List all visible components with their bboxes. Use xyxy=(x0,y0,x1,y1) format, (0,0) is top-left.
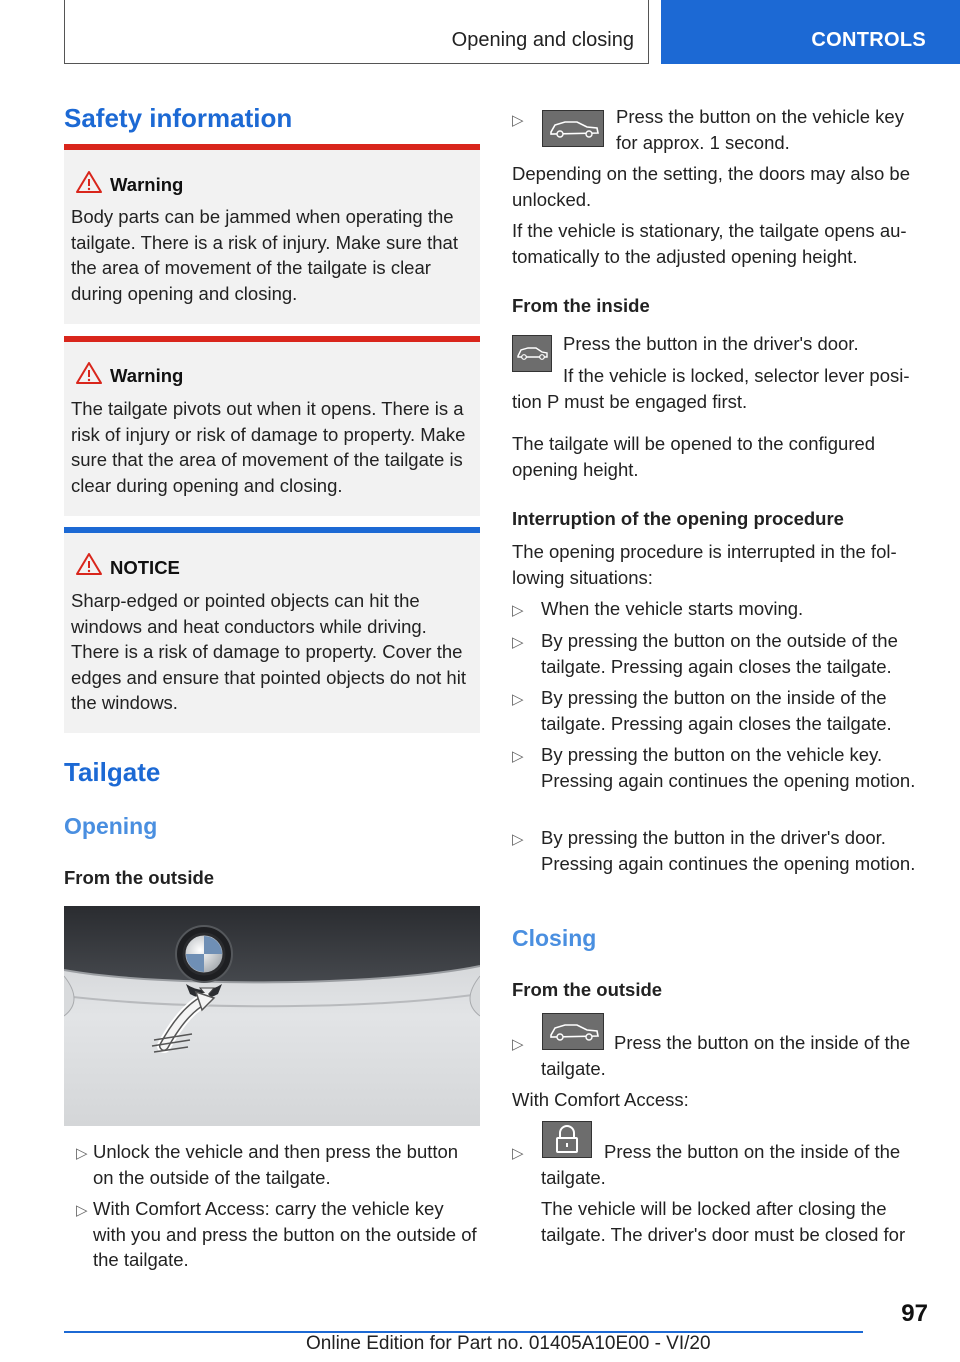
list-item: Press the button on the inside of the tailgate. xyxy=(541,1141,901,1188)
list-item: Unlock the vehicle and then press the button on the outside of the tailgate. xyxy=(93,1141,459,1188)
warning-text: The tailgate pivots out when it opens. There is a risk of injury or risk of damage to property. Make sure that the area of movement of the tailgate is clear during opening and closing. xyxy=(71,398,466,496)
safety-information-heading: Safety information xyxy=(64,103,293,133)
bullet-icon: ▷ xyxy=(512,602,524,619)
paragraph: If the vehicle is locked, selector lever position P must be engaged first. xyxy=(512,365,910,412)
closing-from-outside-heading: From the outside xyxy=(512,979,663,1000)
warning-title: Warning xyxy=(110,365,184,386)
list-item: By pressing the button in the driver's door. Pressing again continues the opening motion. xyxy=(541,827,916,874)
bullet-icon: ▷ xyxy=(512,748,524,765)
warning-title: Warning xyxy=(110,174,184,195)
bullet-icon: ▷ xyxy=(512,831,524,848)
notice-title: NOTICE xyxy=(110,557,180,578)
warning-triangle-icon xyxy=(75,552,103,576)
paragraph: The opening procedure is interrupted in the following situations: xyxy=(512,541,897,588)
paragraph: If the vehicle is stationary, the tailgate opens automatically to the adjusted opening height. xyxy=(512,220,907,267)
bullet-icon: ▷ xyxy=(512,691,524,708)
closing-heading: Closing xyxy=(512,925,597,951)
from-outside-heading: From the outside xyxy=(64,867,215,888)
bullet-icon: ▷ xyxy=(512,112,524,129)
bullet-icon: ▷ xyxy=(512,1036,524,1053)
list-item: Press the button on the inside of the tailgate. xyxy=(541,1032,911,1079)
warning-triangle-icon xyxy=(75,361,103,385)
tailgate-heading: Tailgate xyxy=(64,757,161,787)
tailgate-button-illustration xyxy=(64,906,480,1126)
paragraph: Press the button in the driver's door. xyxy=(563,333,859,354)
list-item: By pressing the button on the outside of the tailgate. Pressing again closes the tailgate. xyxy=(541,630,898,677)
paragraph: The tailgate will be opened to the configured opening height. xyxy=(512,433,876,480)
warning-box-1 xyxy=(64,144,480,324)
list-item: Press the button on the vehicle key for approx. 1 second. xyxy=(616,106,904,153)
chapter-title: CONTROLS xyxy=(811,29,926,51)
bullet-icon: ▷ xyxy=(76,1202,88,1219)
list-item-continuation: The vehicle will be locked after closing the tailgate. The driver's door must be closed for xyxy=(541,1198,906,1245)
warning-triangle-icon xyxy=(75,170,103,194)
warning-box-2 xyxy=(64,336,480,516)
paragraph: Depending on the setting, the doors may also be unlocked. xyxy=(512,163,911,210)
opening-heading: Opening xyxy=(64,813,158,839)
paragraph: With Comfort Access: xyxy=(512,1089,689,1110)
header-section-tab xyxy=(64,0,649,64)
list-item: By pressing the button on the vehicle key. Pressing again continues the opening motion. xyxy=(541,744,916,791)
from-inside-heading: From the inside xyxy=(512,295,650,316)
list-item: With Comfort Access: carry the vehicle key with you and press the button on the outside of the tailgate. xyxy=(93,1198,477,1270)
car-tailgate-icon xyxy=(542,110,604,147)
warning-bar xyxy=(64,336,480,342)
edition-footer: Online Edition for Part no. 01405A10E00 - VI/20 xyxy=(306,1333,711,1354)
page-number: 97 xyxy=(901,1300,928,1327)
header-chapter-tab xyxy=(661,0,960,64)
warning-bar xyxy=(64,144,480,150)
notice-text: Sharp-edged or pointed objects can hit the windows and heat conductors while driving. There is a risk of damage to property. Cover the edges and ensure that pointed objects do not hit the windows. xyxy=(71,590,466,713)
notice-box xyxy=(64,527,480,733)
list-item: When the vehicle starts moving. xyxy=(541,598,804,619)
bullet-icon: ▷ xyxy=(512,634,524,651)
bullet-icon: ▷ xyxy=(512,1145,524,1162)
section-title: Opening and closing xyxy=(451,29,634,51)
list-item: By pressing the button on the inside of the tailgate. Pressing again closes the tailgate. xyxy=(541,687,892,734)
warning-text: Body parts can be jammed when operating the tailgate. There is a risk of injury. Make sure that the area of movement of the tailgate is clear during opening and closing. xyxy=(71,206,458,304)
interruption-heading: Interruption of the opening procedure xyxy=(512,508,844,529)
notice-bar xyxy=(64,527,480,533)
bullet-icon: ▷ xyxy=(76,1145,88,1162)
